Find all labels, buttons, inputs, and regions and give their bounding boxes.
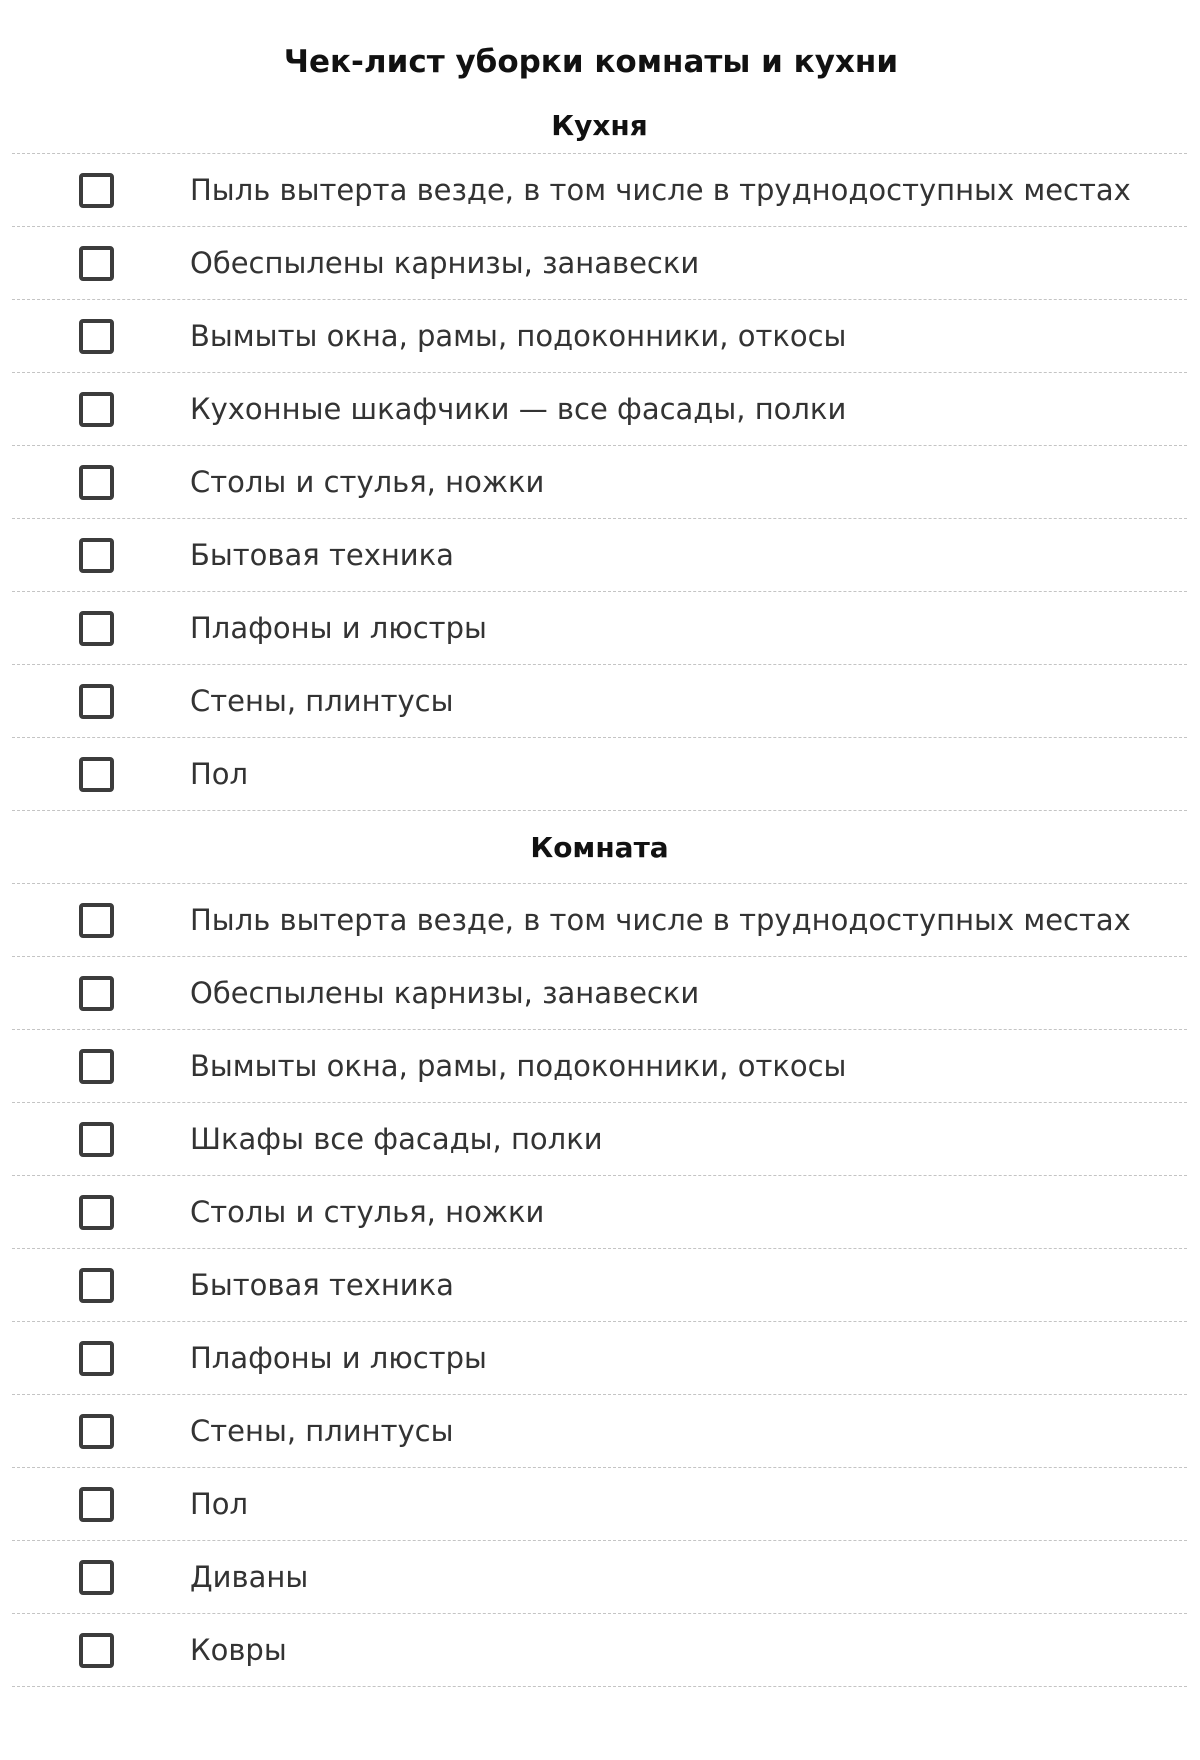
checklist-item-label: Столы и стулья, ножки <box>190 1195 545 1229</box>
checklist-item-label: Пол <box>190 1487 249 1521</box>
checklist-item <box>12 373 1187 446</box>
checkbox[interactable] <box>79 1195 114 1230</box>
checkbox[interactable] <box>79 1268 114 1303</box>
section-kitchen <box>0 90 1200 811</box>
checklist-item <box>12 1541 1187 1614</box>
checklist-item-label: Плафоны и люстры <box>190 1341 487 1375</box>
checklist-item <box>12 884 1187 957</box>
checklist-item-label: Шкафы все фасады, полки <box>190 1122 603 1156</box>
checkbox[interactable] <box>79 538 114 573</box>
checkbox[interactable] <box>79 903 114 938</box>
checklist-item-label: Вымыты окна, рамы, подоконники, откосы <box>190 1049 847 1083</box>
checklist-item <box>12 519 1187 592</box>
checklist-item-label: Плафоны и люстры <box>190 611 487 645</box>
checkbox[interactable] <box>79 246 114 281</box>
checklist-item <box>12 1103 1187 1176</box>
checklist-item-label: Вымыты окна, рамы, подоконники, откосы <box>190 319 847 353</box>
checklist-item <box>12 446 1187 519</box>
checklist-item <box>12 1176 1187 1249</box>
checklist-item-label: Пыль вытерта везде, в том числе в труднодоступных местах <box>190 903 1131 937</box>
section-heading-kitchen: Кухня <box>12 90 1187 154</box>
checklist-item <box>12 1395 1187 1468</box>
checkbox[interactable] <box>79 1414 114 1449</box>
checklist-item-label: Столы и стулья, ножки <box>190 465 545 499</box>
checklist-item-label: Бытовая техника <box>190 538 454 572</box>
checklist-item <box>12 592 1187 665</box>
checklist-kitchen <box>0 154 1200 811</box>
checklist-item <box>12 1030 1187 1103</box>
checkbox[interactable] <box>79 1341 114 1376</box>
checkbox[interactable] <box>79 684 114 719</box>
checklist-item-label: Кухонные шкафчики — все фасады, полки <box>190 392 847 426</box>
checkbox[interactable] <box>79 319 114 354</box>
checklist-item <box>12 300 1187 373</box>
checkbox[interactable] <box>79 611 114 646</box>
checklist-item <box>12 1614 1187 1687</box>
checkbox[interactable] <box>79 1122 114 1157</box>
checklist-item <box>12 227 1187 300</box>
checklist-item-label: Бытовая техника <box>190 1268 454 1302</box>
checkbox[interactable] <box>79 1633 114 1668</box>
checkbox[interactable] <box>79 465 114 500</box>
section-room <box>0 811 1200 1687</box>
checklist-item-label: Пол <box>190 757 249 791</box>
checkbox[interactable] <box>79 173 114 208</box>
checklist-item-label: Ковры <box>190 1633 287 1667</box>
checkbox[interactable] <box>79 976 114 1011</box>
checkbox[interactable] <box>79 1049 114 1084</box>
checklist-item <box>12 665 1187 738</box>
checklist-item-label: Пыль вытерта везде, в том числе в труднодоступных местах <box>190 173 1131 207</box>
checklist-item-label: Обеспылены карнизы, занавески <box>190 976 700 1010</box>
checklist-room <box>0 884 1200 1687</box>
checkbox[interactable] <box>79 757 114 792</box>
checkbox[interactable] <box>79 1560 114 1595</box>
checkbox[interactable] <box>79 1487 114 1522</box>
checklist-item-label: Стены, плинтусы <box>190 1414 454 1448</box>
checklist-item-label: Стены, плинтусы <box>190 684 454 718</box>
checklist-item <box>12 957 1187 1030</box>
checklist-item <box>12 738 1187 811</box>
section-heading-room: Комната <box>12 811 1187 884</box>
checkbox[interactable] <box>79 392 114 427</box>
checklist-item <box>12 154 1187 227</box>
page-title: Чек-лист уборки комнаты и кухни <box>283 44 899 80</box>
checklist-item <box>12 1249 1187 1322</box>
checklist-item-label: Диваны <box>190 1560 309 1594</box>
checklist-item <box>12 1468 1187 1541</box>
checklist-item <box>12 1322 1187 1395</box>
checklist-item-label: Обеспылены карнизы, занавески <box>190 246 700 280</box>
